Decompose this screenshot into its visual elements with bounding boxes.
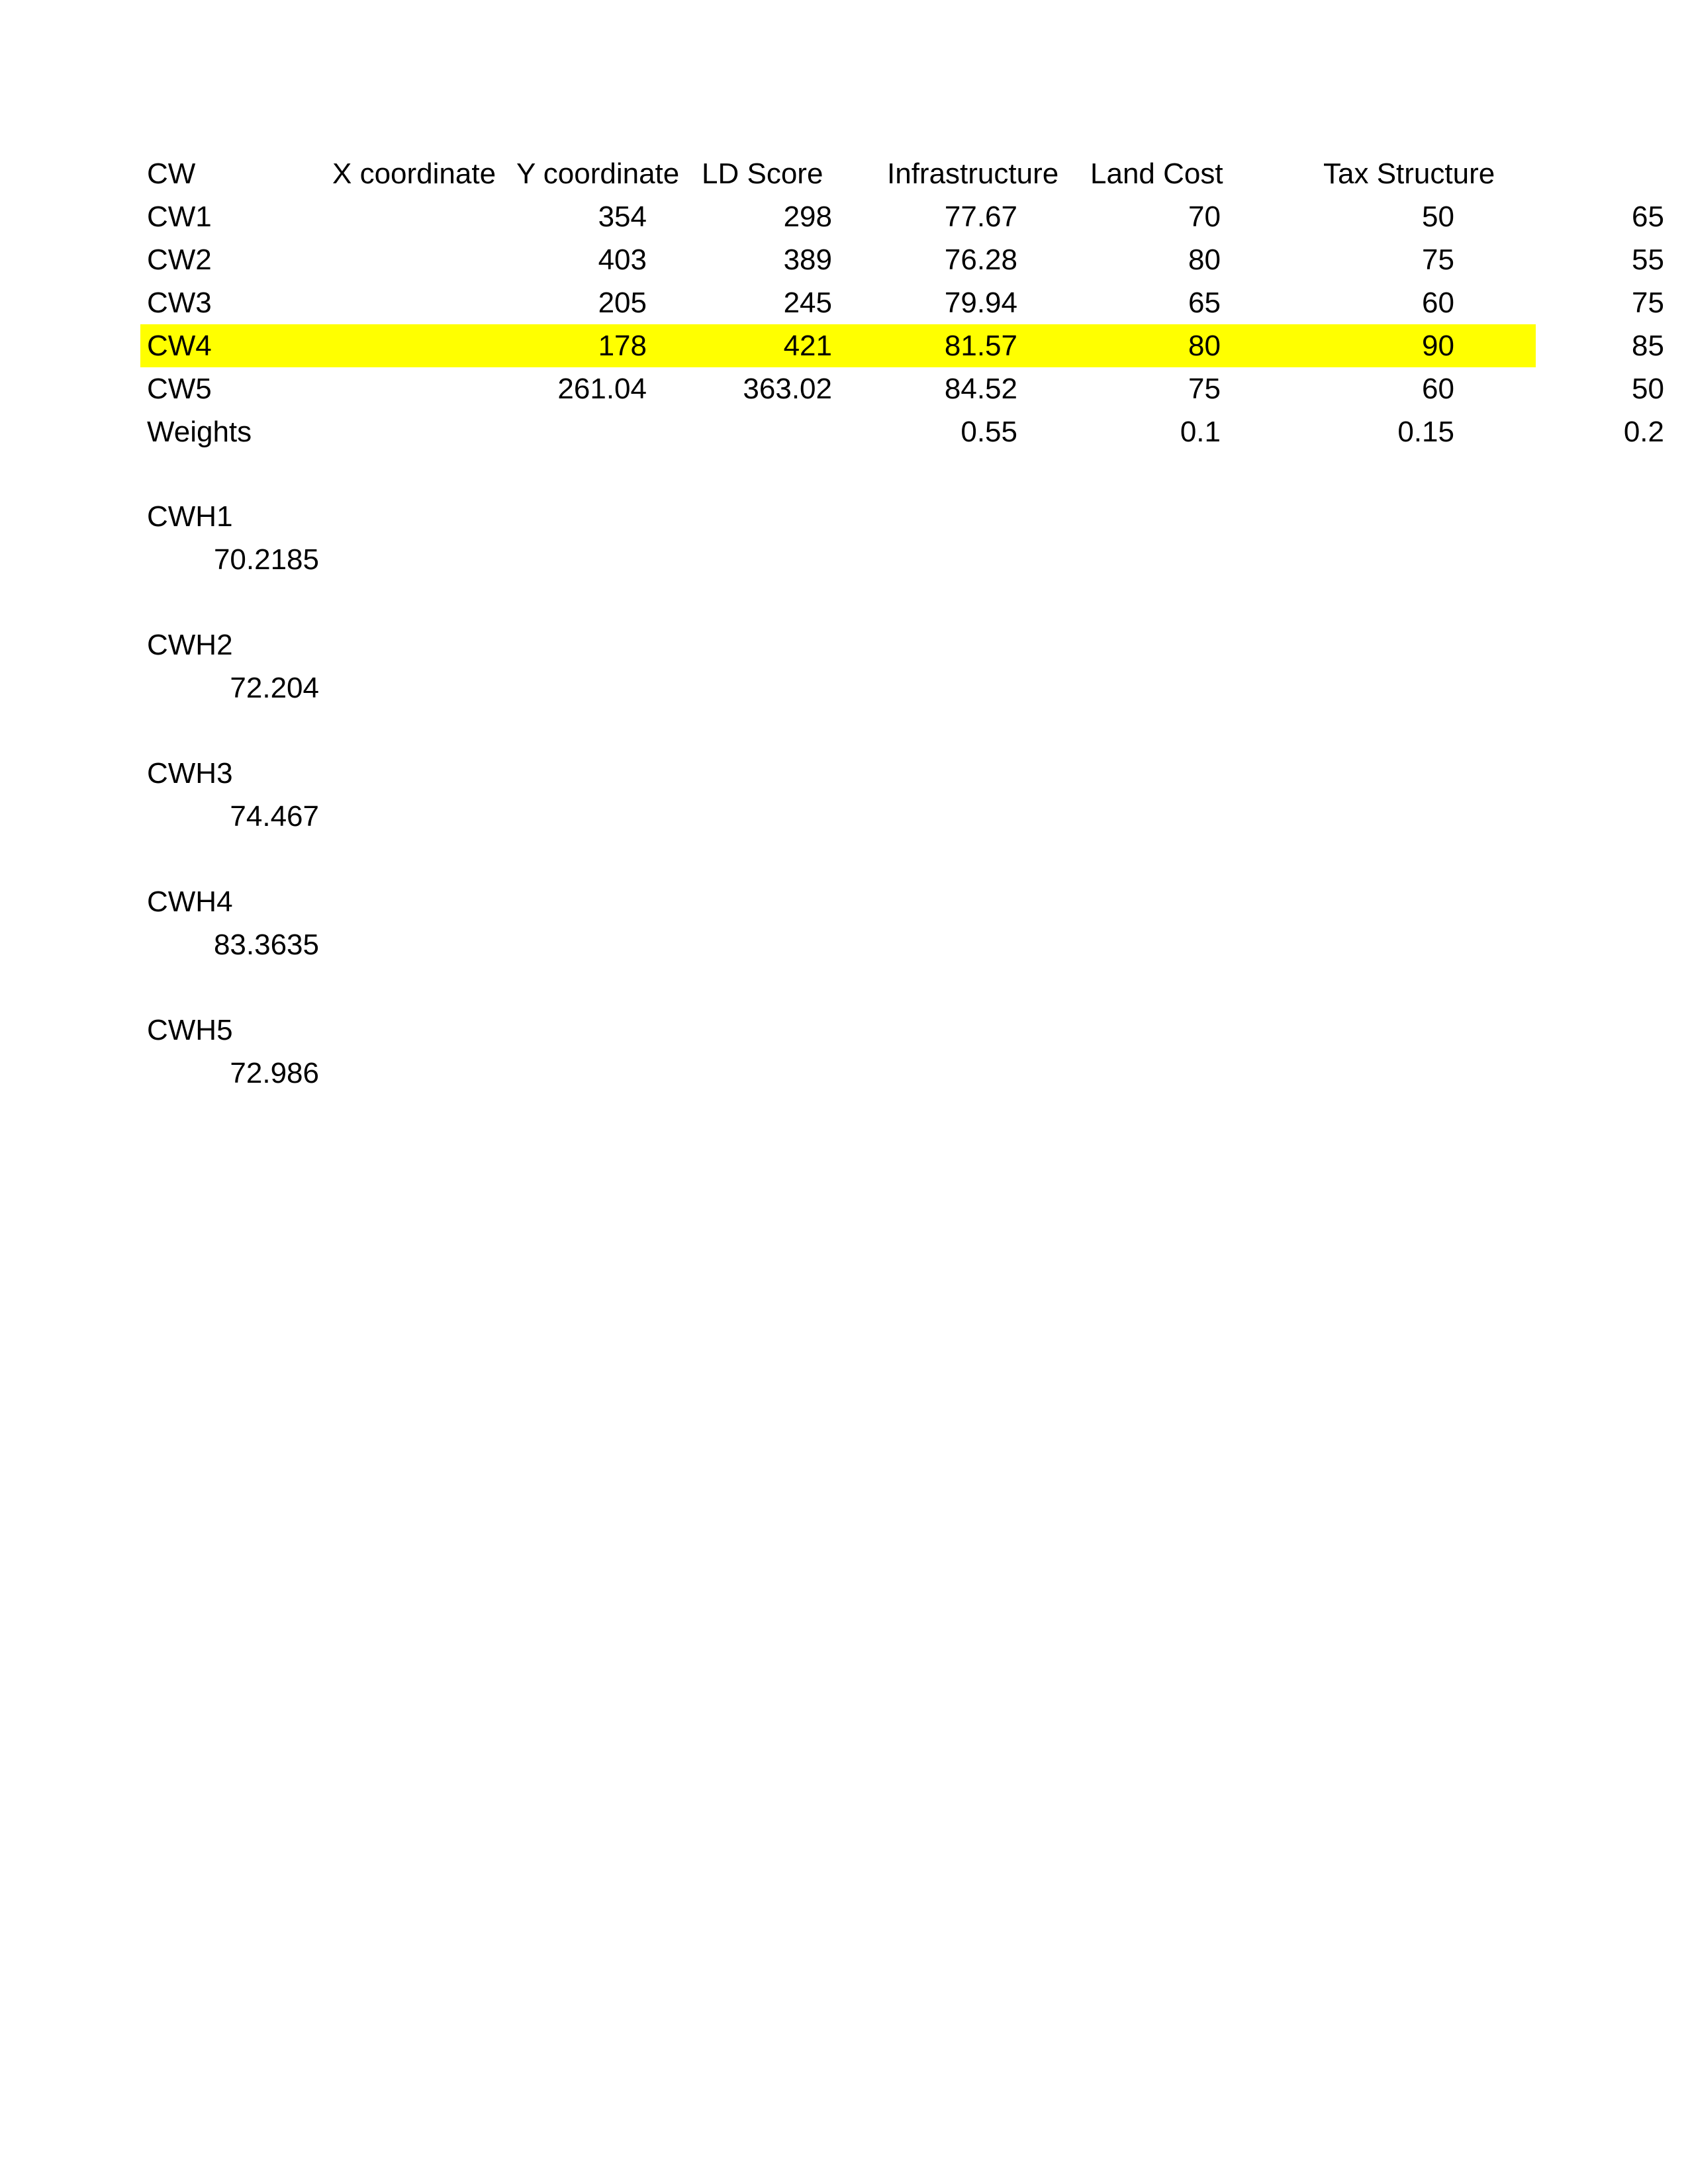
cell-tax[interactable]: 65 (1632, 201, 1664, 233)
table-row-highlighted (140, 324, 1664, 367)
cell-ld[interactable]: 76.28 (944, 244, 1017, 276)
table-row (140, 195, 1664, 238)
cell-infra[interactable]: 80 (1188, 244, 1221, 276)
table-row (140, 238, 1664, 281)
cell-land[interactable]: 90 (1422, 330, 1454, 362)
cell-land[interactable]: 50 (1422, 201, 1454, 233)
cell-y[interactable]: 245 (783, 287, 832, 319)
cell-weight-tax[interactable]: 0.2 (1623, 416, 1664, 448)
cell-weight-land[interactable]: 0.15 (1397, 416, 1454, 448)
weights-row (140, 410, 1664, 453)
cell-cw[interactable]: CW4 (147, 330, 212, 362)
cell-tax[interactable]: 85 (1632, 330, 1664, 362)
cwh-value[interactable]: 74.467 (230, 800, 319, 833)
cell-land[interactable]: 75 (1422, 244, 1454, 276)
cell-cw[interactable]: CW5 (147, 373, 212, 405)
cell-cw[interactable]: CW3 (147, 287, 212, 319)
cell-x[interactable]: 205 (598, 287, 647, 319)
cell-tax[interactable]: 55 (1632, 244, 1664, 276)
table-header-row (140, 152, 1536, 195)
header-tax-structure[interactable]: Tax Structure (1323, 158, 1495, 190)
cell-ld[interactable]: 77.67 (944, 201, 1017, 233)
cwh-value[interactable]: 83.3635 (213, 929, 319, 961)
cell-y[interactable]: 421 (783, 330, 832, 362)
cell-x[interactable]: 178 (598, 330, 647, 362)
cwh-value[interactable]: 72.204 (230, 672, 319, 704)
cell-x[interactable]: 261.04 (557, 373, 647, 405)
cwh-label[interactable]: CWH5 (147, 1014, 233, 1046)
cell-cw[interactable]: CW1 (147, 201, 212, 233)
cell-tax[interactable]: 50 (1632, 373, 1664, 405)
cwh-label[interactable]: CWH1 (147, 500, 233, 533)
cell-x[interactable]: 403 (598, 244, 647, 276)
cell-infra[interactable]: 80 (1188, 330, 1221, 362)
criteria-table (140, 152, 1664, 453)
cell-y[interactable]: 363.02 (743, 373, 832, 405)
cell-weight-ld[interactable]: 0.55 (961, 416, 1017, 448)
cell-infra[interactable]: 70 (1188, 201, 1221, 233)
cell-land[interactable]: 60 (1422, 373, 1454, 405)
cell-ld[interactable]: 84.52 (944, 373, 1017, 405)
cell-y[interactable]: 389 (783, 244, 832, 276)
header-x-coordinate[interactable]: X coordinate (332, 158, 496, 190)
header-land-cost[interactable]: Land Cost (1090, 158, 1223, 190)
cwh-label[interactable]: CWH2 (147, 629, 233, 661)
cell-ld[interactable]: 81.57 (944, 330, 1017, 362)
header-infrastructure[interactable]: Infrastructure (887, 158, 1059, 190)
table-row (140, 367, 1664, 410)
cell-y[interactable]: 298 (783, 201, 832, 233)
cell-weights-label[interactable]: Weights (147, 416, 252, 448)
header-y-coordinate[interactable]: Y coordinate (516, 158, 680, 190)
header-ld-score[interactable]: LD Score (702, 158, 823, 190)
cell-ld[interactable]: 79.94 (944, 287, 1017, 319)
cwh-value[interactable]: 70.2185 (213, 543, 319, 576)
cell-infra[interactable]: 75 (1188, 373, 1221, 405)
cwh-label[interactable]: CWH4 (147, 886, 233, 918)
cell-cw[interactable]: CW2 (147, 244, 212, 276)
cwh-label[interactable]: CWH3 (147, 757, 233, 790)
cell-land[interactable]: 60 (1422, 287, 1454, 319)
cell-weight-infra[interactable]: 0.1 (1180, 416, 1221, 448)
cell-infra[interactable]: 65 (1188, 287, 1221, 319)
cell-tax[interactable]: 75 (1632, 287, 1664, 319)
header-cw[interactable]: CW (147, 158, 196, 190)
cell-x[interactable]: 354 (598, 201, 647, 233)
cwh-value[interactable]: 72.986 (230, 1057, 319, 1089)
table-row (140, 281, 1664, 324)
